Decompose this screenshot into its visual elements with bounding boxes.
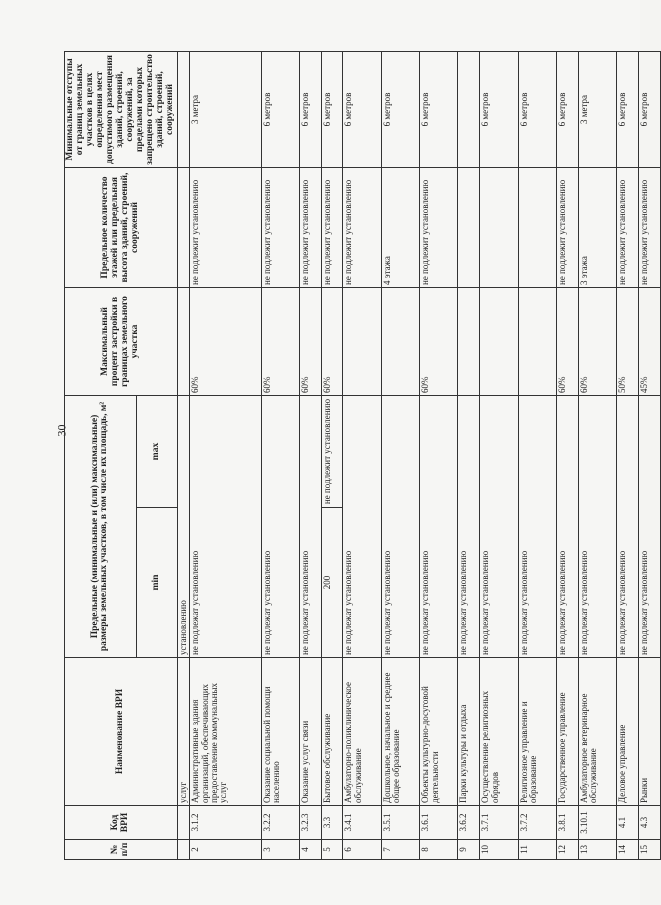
row-floors: 3 этажа (578, 168, 616, 288)
row-code: 3.6.2 (458, 806, 480, 840)
row-name: Бытовое обслуживание (321, 658, 343, 806)
row-area: не подлежат установлению (420, 396, 458, 658)
header-area-max: max (136, 396, 177, 508)
row-code: 3.2.2 (261, 806, 299, 840)
row-floors (458, 168, 480, 288)
table-row (299, 52, 321, 860)
table-container (64, 52, 649, 860)
row-coverage (518, 288, 556, 396)
row-coverage: 60% (261, 288, 299, 396)
header-floors: Предельное количество этажей или предельная высота зданий, строений, сооружений (65, 168, 178, 288)
row-floors (518, 168, 556, 288)
header-coverage: Максимальный процент застройки в границах земельного участка (65, 288, 178, 396)
row-name: Объекты культурно-досуговой деятельности (420, 658, 458, 806)
continuation-area: установлению (177, 396, 189, 658)
row-floors (480, 168, 518, 288)
header-code: Код ВРИ (65, 806, 178, 840)
row-num: 14 (617, 840, 639, 860)
row-floors: 4 этажа (381, 168, 419, 288)
row-name: Государственное управление (556, 658, 578, 806)
row-setback: 6 метров (381, 52, 419, 168)
row-num: 6 (343, 840, 381, 860)
row-num: 15 (638, 840, 660, 860)
row-setback: 6 метров (321, 52, 343, 168)
row-setback: 3 метра (190, 52, 261, 168)
row-floors: не подлежит установлению (261, 168, 299, 288)
row-area-max: не подлежит установлению (321, 396, 343, 508)
row-code: 3.7.2 (518, 806, 556, 840)
row-num: 2 (190, 840, 261, 860)
row-code: 3.10.1 (578, 806, 616, 840)
row-area: не подлежат установлению (381, 396, 419, 658)
row-floors: не подлежит установлению (420, 168, 458, 288)
row-setback: 6 метров (617, 52, 639, 168)
row-area: не подлежат установлению (261, 396, 299, 658)
table-row (518, 52, 556, 860)
row-code: 3.6.1 (420, 806, 458, 840)
row-floors: не подлежит установлению (299, 168, 321, 288)
row-setback: 6 метров (261, 52, 299, 168)
row-code: 3.5.1 (381, 806, 419, 840)
table-row (321, 52, 343, 860)
header-name: Наименование ВРИ (65, 658, 178, 806)
row-code: 3.4.1 (343, 806, 381, 840)
row-name: Амбулаторно-поликлиническое обслуживание (343, 658, 381, 806)
row-name: Амбулаторное ветеринарное обслуживание (578, 658, 616, 806)
row-coverage: 60% (420, 288, 458, 396)
row-code: 4.3 (638, 806, 660, 840)
row-code: 3.1.2 (190, 806, 261, 840)
row-num: 9 (458, 840, 480, 860)
table-row (578, 52, 616, 860)
row-coverage: 45% (638, 288, 660, 396)
row-area: не подлежат установлению (638, 396, 660, 658)
row-setback: 6 метров (518, 52, 556, 168)
row-setback: 3 метра (578, 52, 616, 168)
table-row (638, 52, 660, 860)
row-num: 4 (299, 840, 321, 860)
row-area: не подлежат установлению (458, 396, 480, 658)
header-row (65, 52, 137, 860)
row-area: не подлежат установлению (480, 396, 518, 658)
row-name: Дошкольное, начальное и среднее общее образование (381, 658, 419, 806)
row-num: 3 (261, 840, 299, 860)
row-code: 3.2.3 (299, 806, 321, 840)
row-code: 3.8.1 (556, 806, 578, 840)
row-num: 7 (381, 840, 419, 860)
row-coverage: 60% (190, 288, 261, 396)
row-floors: не подлежит установлению (556, 168, 578, 288)
vri-table (64, 51, 661, 860)
row-num: 12 (556, 840, 578, 860)
row-coverage: 60% (299, 288, 321, 396)
row-floors: не подлежит установлению (638, 168, 660, 288)
row-floors: не подлежит установлению (343, 168, 381, 288)
row-name: Деловое управление (617, 658, 639, 806)
row-coverage: 60% (321, 288, 343, 396)
row-coverage: 60% (578, 288, 616, 396)
row-area: не подлежат установлению (343, 396, 381, 658)
table-row (261, 52, 299, 860)
row-floors: не подлежит установлению (617, 168, 639, 288)
row-num: 10 (480, 840, 518, 860)
row-area: не подлежат установлению (299, 396, 321, 658)
continuation-row (177, 52, 189, 860)
row-setback: 6 метров (638, 52, 660, 168)
table-row (458, 52, 480, 860)
row-setback: 6 метров (480, 52, 518, 168)
table-row (420, 52, 458, 860)
continuation-name: услуг (177, 658, 189, 806)
row-setback: 6 метров (299, 52, 321, 168)
row-name: Оказание социальной помощи населению (261, 658, 299, 806)
row-coverage: 60% (556, 288, 578, 396)
row-name: Рынки (638, 658, 660, 806)
table-body (177, 52, 660, 860)
row-floors: не подлежит установлению (190, 168, 261, 288)
table-row (190, 52, 261, 860)
row-num: 11 (518, 840, 556, 860)
row-name: Оказание услуг связи (299, 658, 321, 806)
table-row (480, 52, 518, 860)
table-row (556, 52, 578, 860)
row-coverage (458, 288, 480, 396)
row-name: Религиозное управление и образование (518, 658, 556, 806)
row-area: не подлежат установлению (518, 396, 556, 658)
row-code: 4.1 (617, 806, 639, 840)
row-setback (458, 52, 480, 168)
row-setback: 6 метров (556, 52, 578, 168)
row-coverage: 50% (617, 288, 639, 396)
header-area-min: min (136, 508, 177, 658)
row-num: 5 (321, 840, 343, 860)
row-area: не подлежат установлению (617, 396, 639, 658)
table-row (617, 52, 639, 860)
row-name: Осуществление религиозных обрядов (480, 658, 518, 806)
row-setback: 6 метров (343, 52, 381, 168)
row-num: 8 (420, 840, 458, 860)
header-setback: Минимальные отступы от границ земельных участков в целях определения мест допустимого размещения зданий, строений, сооружений, за пределами которых запрещено строительство зданий, строений, сооружений (65, 52, 178, 168)
row-area: не подлежат установлению (190, 396, 261, 658)
row-floors: не подлежит установлению (321, 168, 343, 288)
row-num: 13 (578, 840, 616, 860)
row-coverage (480, 288, 518, 396)
page-number: 30 (54, 424, 69, 437)
row-area-min: 200 (321, 508, 343, 658)
row-coverage (343, 288, 381, 396)
row-name: Административные здания организаций, обеспечивающих предоставление коммунальных услуг (190, 658, 261, 806)
row-coverage (381, 288, 419, 396)
row-area: не подлежат установлению (578, 396, 616, 658)
row-name: Парки культуры и отдыха (458, 658, 480, 806)
header-area: Предельные (минимальные и (или) максимальные) размеры земельных участков, в том числе их площадь, м² (65, 396, 137, 658)
table-row (343, 52, 381, 860)
row-setback: 6 метров (420, 52, 458, 168)
header-num: № п/п (65, 840, 178, 860)
table-row (381, 52, 419, 860)
row-code: 3.3 (321, 806, 343, 840)
row-area: не подлежат установлению (556, 396, 578, 658)
row-code: 3.7.1 (480, 806, 518, 840)
